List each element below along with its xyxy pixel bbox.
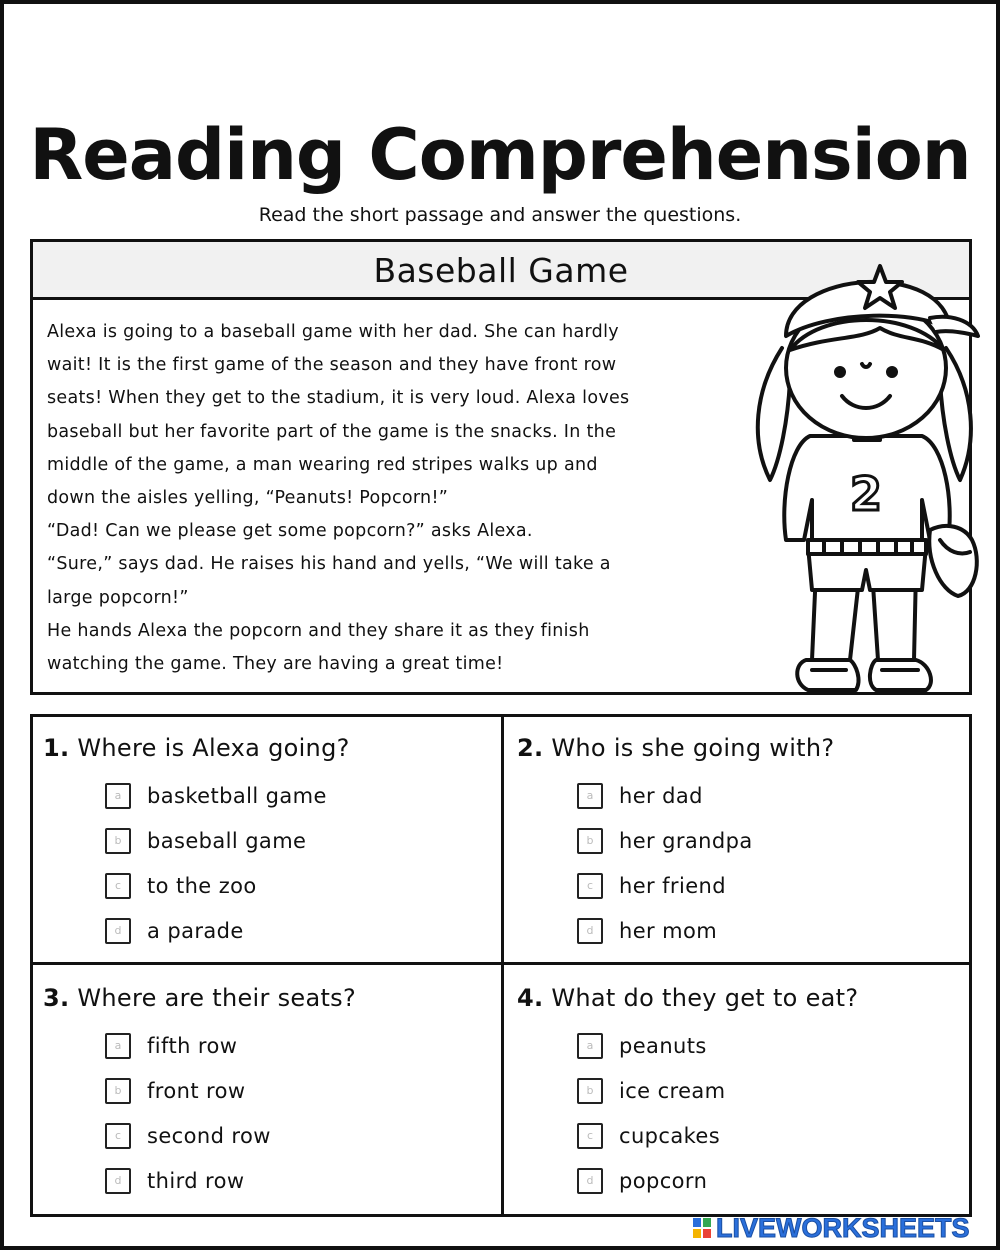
answer-checkbox[interactable]: d [105,918,131,944]
answer-label: third row [147,1169,245,1193]
answer-checkbox[interactable]: c [105,1123,131,1149]
answer-label: her friend [619,874,726,898]
passage-line: seats! When they get to the stadium, it is very loud. Alexa loves [47,388,630,409]
question-text: Where are their seats? [77,984,357,1012]
question-text: Where is Alexa going? [77,734,350,762]
answer-checkbox[interactable]: a [105,783,131,809]
answer-options [577,779,1000,959]
answer-option[interactable] [105,1029,565,1074]
grid-divider-horizontal [33,962,969,965]
answer-option[interactable] [105,779,565,824]
instructions: Read the short passage and answer the questions. [258,204,742,226]
answer-checkbox[interactable]: c [577,873,603,899]
answer-options [105,779,565,959]
question-text: What do they get to eat? [551,984,859,1012]
story-passage [47,316,747,681]
answer-option[interactable] [105,824,565,869]
answer-option[interactable] [577,1119,1000,1164]
answer-label: her grandpa [619,829,753,853]
answer-checkbox[interactable]: d [105,1168,131,1194]
question-2 [517,731,977,959]
answer-option[interactable] [577,914,1000,959]
jersey-number: 2 [849,467,883,521]
question-number: 1. [43,734,70,762]
answer-option[interactable] [105,1119,565,1164]
answer-checkbox[interactable]: b [577,828,603,854]
question-number: 2. [517,734,544,762]
answer-label: ice cream [619,1079,726,1103]
answer-checkbox[interactable]: c [105,873,131,899]
answer-checkbox[interactable]: d [577,918,603,944]
answer-options [577,1029,1000,1209]
answer-label: popcorn [619,1169,708,1193]
watermark-text: LIVEWORKSHEETS [716,1212,970,1243]
question-number: 4. [517,984,544,1012]
answer-option[interactable] [105,914,565,959]
answer-label: fifth row [147,1034,238,1058]
answer-label: baseball game [147,829,307,853]
answer-option[interactable] [577,779,1000,824]
answer-option[interactable] [105,869,565,914]
passage-line: Alexa is going to a baseball game with her dad. She can hardly [47,322,619,342]
question-number: 3. [43,984,70,1012]
answer-checkbox[interactable]: a [577,1033,603,1059]
answer-label: front row [147,1079,246,1103]
passage-line: “Dad! Can we please get some popcorn?” asks Alexa. [47,521,533,542]
answer-checkbox[interactable]: b [105,1078,131,1104]
answer-label: cupcakes [619,1124,721,1148]
answer-option[interactable] [577,1164,1000,1209]
liveworksheets-logo-icon [692,1216,712,1240]
passage-line: “Sure,” says dad. He raises his hand and yells, “We will take a [47,554,611,575]
answer-option[interactable] [577,1029,1000,1074]
answer-option[interactable] [577,824,1000,869]
baseball-girl-illustration [750,240,982,710]
answer-checkbox[interactable]: a [105,1033,131,1059]
question-1 [43,731,503,959]
question-3 [43,981,503,1209]
questions-grid [30,714,972,1217]
question-text: Who is she going with? [551,734,835,762]
page-title: Reading Comprehension [29,114,971,196]
answer-option[interactable] [105,1074,565,1119]
answer-label: her mom [619,919,718,943]
answer-label: a parade [147,919,244,943]
answer-checkbox[interactable]: c [577,1123,603,1149]
story-title: Baseball Game [373,251,629,290]
answer-label: basketball game [147,784,327,808]
answer-checkbox[interactable]: a [577,783,603,809]
answer-option[interactable] [577,869,1000,914]
passage-line: He hands Alexa the popcorn and they share it as they finish [47,620,590,641]
passage-line: middle of the game, a man wearing red stripes walks up and [47,454,598,475]
answer-label: second row [147,1124,271,1148]
liveworksheets-watermark [692,1212,992,1244]
answer-label: to the zoo [147,874,257,898]
answer-label: peanuts [619,1034,707,1058]
passage-line: down the aisles yelling, “Peanuts! Popcorn!” [47,488,449,509]
answer-checkbox[interactable]: b [577,1078,603,1104]
answer-checkbox[interactable]: d [577,1168,603,1194]
answer-checkbox[interactable]: b [105,828,131,854]
answer-options [105,1029,565,1209]
passage-line: baseball but her favorite part of the game is the snacks. In the [47,421,617,442]
answer-option[interactable] [105,1164,565,1209]
answer-label: her dad [619,784,703,808]
passage-line: large popcorn!” [47,587,189,608]
question-4 [517,981,977,1209]
answer-option[interactable] [577,1074,1000,1119]
passage-line: wait! It is the first game of the season and they have front row [47,355,617,376]
passage-line: watching the game. They are having a great time! [47,654,504,675]
